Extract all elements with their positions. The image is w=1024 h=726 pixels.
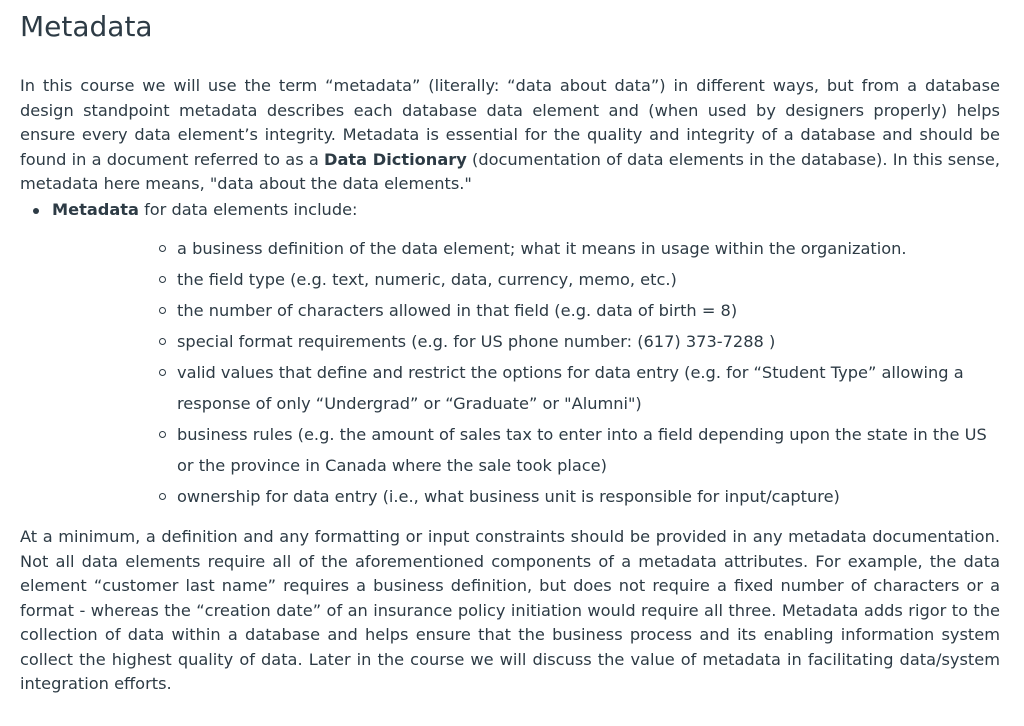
component-item-business-rules: business rules (e.g. the amount of sales tax to enter into a field depending upon the state in the US or the province in Canada where the sale took place) [52,419,1000,481]
data-dictionary-term: Data Dictionary [324,149,467,169]
component-item-valid-values: valid values that define and restrict the options for data entry (e.g. for “Student Type” allowing a response of only “Undergrad” or “Graduate” or "Alumni") [52,357,1000,419]
metadata-bullet-text: for data elements include: [138,199,358,219]
component-item-definition: a business definition of the data element; what it means in usage within the organization. [52,233,1000,264]
intro-text-part2: (documentation of data elements in the database). In this sense, metadata here means, "data about the data elements." [20,149,1000,193]
metadata-bullet-list [20,198,1000,513]
metadata-term: Metadata [52,199,139,219]
metadata-bullet-item [20,198,1000,513]
component-item-field-type: the field type (e.g. text, numeric, data, currency, memo, etc.) [52,264,1000,295]
outro-paragraph: At a minimum, a definition and any formatting or input constraints should be provided in any metadata documentation. Not all data elements require all of the aforementioned components of a metadata attributes. For example, the data element “customer last name” requires a business definition, but does not require a fixed number of characters or a format - whereas the “creation date” of an insurance policy initiation would require all three. Metadata adds rigor to the collection of data within a database and helps ensure that the business process and its enabling information system collect the highest quality of data. Later in the course we will discuss the value of metadata in facilitating data/system integration efforts. [20,527,1000,693]
intro-text-part1: In this course we will use the term “metadata” (literally: “data about data”) in different ways, but from a database design standpoint metadata describes each database data element and (when used by designers properly) helps ensure every data element’s integrity. Metadata is essential for the quality and integrity of a database and should be found in a document referred to as a [20,76,1000,169]
intro-paragraph [20,74,1000,197]
component-item-format: special format requirements (e.g. for US phone number: (617) 373-7288 ) [52,326,1000,357]
metadata-components-list [52,233,1000,512]
component-item-character-count: the number of characters allowed in that field (e.g. data of birth = 8) [52,295,1000,326]
component-item-ownership: ownership for data entry (i.e., what business unit is responsible for input/capture) [52,481,1000,512]
page-title: Metadata [20,10,153,43]
